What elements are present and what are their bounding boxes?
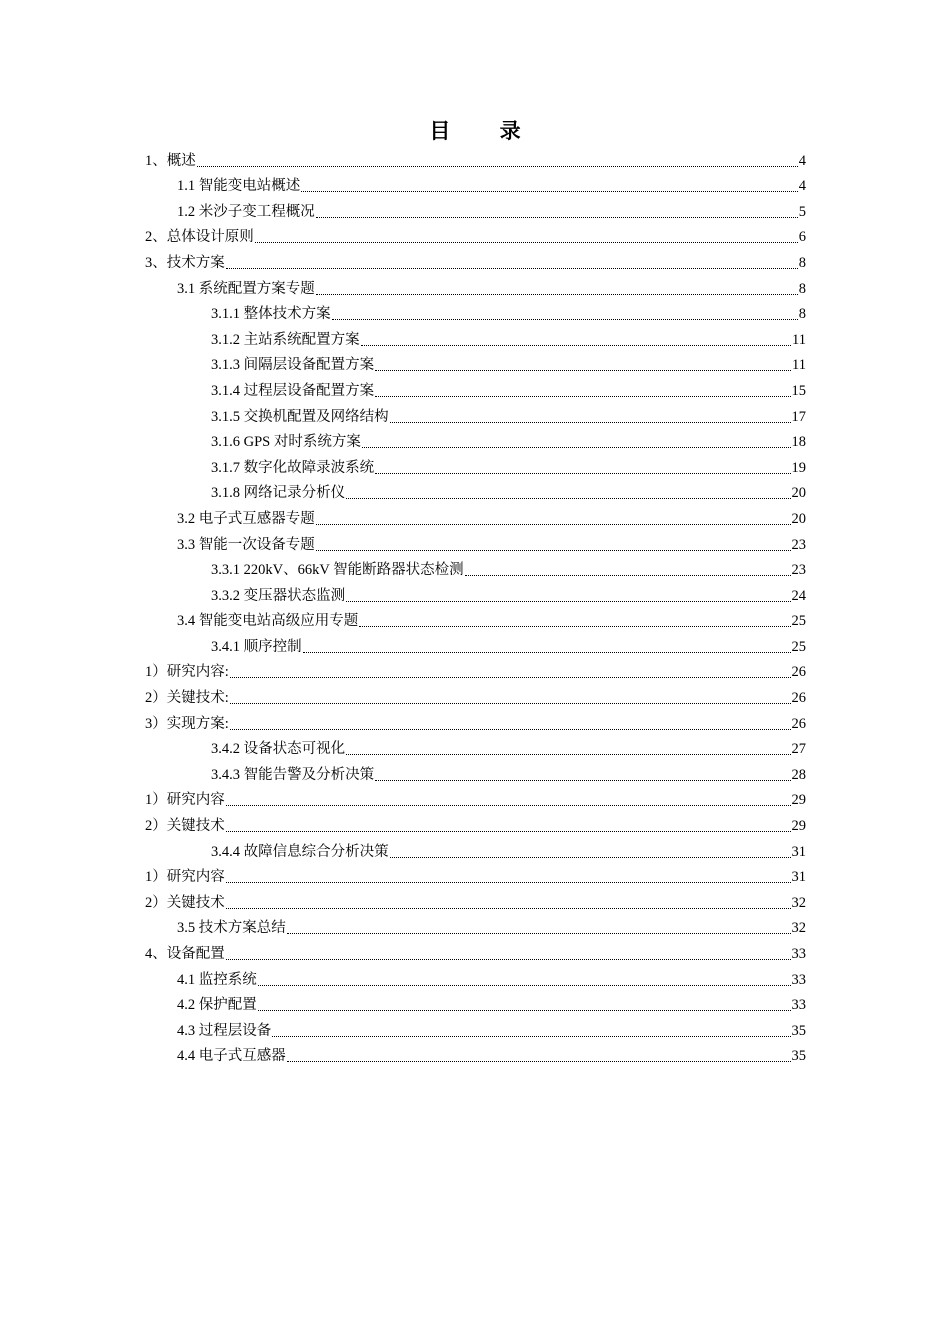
toc-entry-page-number: 20 bbox=[791, 510, 806, 527]
toc-entry[interactable] bbox=[177, 275, 806, 301]
dot-leader bbox=[272, 1022, 790, 1040]
toc-entry-title: 4.1 监控系统 bbox=[177, 971, 257, 988]
toc-entry-page-number: 26 bbox=[791, 715, 806, 732]
toc-entry-title: 3.1.5 交换机配置及网络结构 bbox=[211, 408, 389, 425]
toc-entry[interactable] bbox=[145, 249, 806, 275]
toc-entry-title: 3.1.1 整体技术方案 bbox=[211, 306, 331, 323]
toc-entry-page-number: 11 bbox=[792, 357, 806, 374]
toc-entry-title: 1）研究内容: bbox=[145, 664, 229, 681]
toc-entry-page-number: 17 bbox=[791, 408, 806, 425]
toc-entry[interactable] bbox=[177, 505, 806, 531]
toc-entry-page-number: 26 bbox=[791, 690, 806, 707]
toc-entry-page-number: 20 bbox=[791, 485, 806, 502]
toc-entry[interactable] bbox=[211, 429, 806, 455]
toc-entry-title: 1.1 智能变电站概述 bbox=[177, 178, 301, 195]
toc-entry[interactable] bbox=[145, 940, 806, 966]
toc-entry[interactable] bbox=[211, 352, 806, 378]
toc-entry[interactable] bbox=[211, 557, 806, 583]
toc-entry[interactable] bbox=[145, 812, 806, 838]
dot-leader bbox=[230, 663, 791, 681]
toc-entry-page-number: 25 bbox=[791, 613, 806, 630]
toc-entry-page-number: 33 bbox=[791, 946, 806, 962]
dot-leader bbox=[258, 996, 791, 1014]
dot-leader bbox=[346, 587, 790, 605]
toc-entry-page-number: 23 bbox=[791, 536, 806, 553]
toc-entry[interactable] bbox=[211, 633, 806, 659]
toc-entry-title: 4.4 电子式互感器 bbox=[177, 1048, 286, 1065]
toc-entry[interactable] bbox=[177, 966, 806, 992]
dot-leader bbox=[375, 766, 790, 784]
toc-entry-page-number: 8 bbox=[798, 280, 806, 297]
toc-entry-page-number: 8 bbox=[798, 306, 806, 323]
dot-leader bbox=[332, 305, 798, 323]
dot-leader bbox=[226, 791, 791, 809]
dot-leader bbox=[346, 740, 790, 758]
dot-leader bbox=[316, 536, 791, 554]
toc-entry-page-number: 11 bbox=[792, 331, 806, 348]
toc-entry-title: 3.1.4 过程层设备配置方案 bbox=[211, 382, 375, 399]
dot-leader bbox=[226, 868, 791, 886]
toc-entry-page-number: 29 bbox=[791, 792, 806, 809]
dot-leader bbox=[230, 715, 791, 733]
toc-entry-page-number: 5 bbox=[798, 203, 806, 220]
toc-entry[interactable] bbox=[177, 608, 806, 634]
toc-entry-page-number: 26 bbox=[791, 664, 806, 681]
toc-entry-page-number: 27 bbox=[791, 741, 806, 758]
toc-entry-page-number: 15 bbox=[791, 382, 806, 399]
toc-entry-page-number: 35 bbox=[791, 1022, 806, 1039]
dot-leader bbox=[361, 331, 791, 349]
toc-title: 目 录 bbox=[429, 119, 543, 143]
dot-leader bbox=[226, 817, 791, 835]
toc-entry-title: 3.4 智能变电站高级应用专题 bbox=[177, 613, 359, 630]
dot-leader bbox=[390, 843, 791, 861]
toc-entry[interactable] bbox=[177, 531, 806, 557]
toc-entry-page-number: 29 bbox=[791, 818, 806, 835]
toc-entry[interactable] bbox=[211, 377, 806, 403]
toc-entry-title: 1、概述 bbox=[145, 152, 196, 169]
dot-leader bbox=[197, 152, 798, 170]
toc-entry-page-number: 31 bbox=[791, 843, 806, 860]
toc-entry-page-number: 19 bbox=[791, 459, 806, 476]
toc-entry[interactable] bbox=[145, 787, 806, 813]
toc-entry-title: 3.4.1 顺序控制 bbox=[211, 638, 302, 655]
dot-leader bbox=[316, 510, 791, 528]
toc-entry-page-number: 4 bbox=[798, 152, 806, 169]
toc-entry-title: 3.3.2 变压器状态监测 bbox=[211, 587, 346, 604]
toc-entry-page-number: 23 bbox=[791, 562, 806, 579]
toc-entry[interactable] bbox=[145, 147, 806, 173]
dot-leader bbox=[287, 919, 791, 937]
toc-entry-title: 3.5 技术方案总结 bbox=[177, 920, 286, 937]
toc-entry-page-number: 32 bbox=[791, 894, 806, 911]
toc-entry[interactable] bbox=[177, 198, 806, 224]
toc-entry-page-number: 33 bbox=[791, 971, 806, 988]
toc-entry-title: 2）关键技术: bbox=[145, 690, 229, 707]
dot-leader bbox=[316, 203, 798, 221]
toc-entry-title: 3.3 智能一次设备专题 bbox=[177, 536, 315, 553]
toc-entry-title: 3.1.6 GPS 对时系统方案 bbox=[211, 434, 361, 451]
dot-leader bbox=[316, 280, 798, 298]
toc-entry-title: 1）研究内容 bbox=[145, 869, 225, 886]
dot-leader bbox=[303, 638, 791, 656]
toc-entry[interactable] bbox=[211, 480, 806, 506]
toc-entry-page-number: 8 bbox=[798, 254, 806, 271]
dot-leader bbox=[230, 689, 791, 707]
toc-entry-page-number: 4 bbox=[798, 178, 806, 195]
dot-leader bbox=[465, 561, 791, 579]
toc-entry-page-number: 31 bbox=[791, 869, 806, 886]
toc-entry-title: 3.1 系统配置方案专题 bbox=[177, 280, 315, 297]
toc-entry-title: 3.4.2 设备状态可视化 bbox=[211, 741, 346, 758]
toc-entry-title: 3.1.2 主站系统配置方案 bbox=[211, 331, 360, 348]
dot-leader bbox=[226, 945, 791, 963]
toc-entry-title: 3）实现方案: bbox=[145, 715, 229, 732]
toc-entry[interactable] bbox=[211, 736, 806, 762]
toc-entry-title: 3.1.7 数字化故障录波系统 bbox=[211, 459, 375, 476]
toc-entry[interactable] bbox=[145, 710, 806, 736]
toc-entry-title: 3、技术方案 bbox=[145, 254, 225, 271]
dot-leader bbox=[375, 382, 790, 400]
dot-leader bbox=[287, 1047, 791, 1065]
toc-list bbox=[0, 147, 950, 1068]
toc-entry[interactable] bbox=[145, 684, 806, 710]
toc-entry-title: 3.3.1 220kV、66kV 智能断路器状态检测 bbox=[211, 562, 464, 579]
toc-entry-title: 1.2 米沙子变工程概况 bbox=[177, 203, 315, 220]
dot-leader bbox=[346, 484, 790, 502]
toc-entry[interactable] bbox=[211, 838, 806, 864]
dot-leader bbox=[301, 177, 798, 195]
toc-entry-page-number: 18 bbox=[791, 434, 806, 451]
dot-leader bbox=[375, 459, 790, 477]
toc-entry[interactable] bbox=[211, 761, 806, 787]
dot-leader bbox=[359, 612, 790, 630]
toc-entry[interactable] bbox=[211, 454, 806, 480]
dot-leader bbox=[255, 228, 798, 246]
toc-entry-title: 2）关键技术 bbox=[145, 818, 225, 835]
toc-entry[interactable] bbox=[211, 582, 806, 608]
dot-leader bbox=[226, 254, 798, 272]
toc-entry[interactable] bbox=[177, 992, 806, 1018]
toc-entry[interactable] bbox=[145, 864, 806, 890]
toc-entry-title: 2、总体设计原则 bbox=[145, 229, 254, 246]
toc-entry[interactable] bbox=[211, 326, 806, 352]
toc-entry[interactable] bbox=[145, 659, 806, 685]
toc-entry-title: 4.2 保护配置 bbox=[177, 997, 257, 1014]
toc-entry-page-number: 28 bbox=[791, 766, 806, 783]
toc-entry[interactable] bbox=[177, 1043, 806, 1069]
toc-entry[interactable] bbox=[177, 173, 806, 199]
toc-entry-page-number: 33 bbox=[791, 997, 806, 1014]
toc-entry-page-number: 32 bbox=[791, 920, 806, 937]
toc-entry[interactable] bbox=[145, 224, 806, 250]
toc-entry-title: 2）关键技术 bbox=[145, 894, 225, 911]
toc-entry[interactable] bbox=[177, 1017, 806, 1043]
toc-entry[interactable] bbox=[211, 403, 806, 429]
dot-leader bbox=[362, 433, 791, 451]
toc-entry-page-number: 6 bbox=[798, 229, 806, 246]
toc-entry[interactable] bbox=[211, 301, 806, 327]
toc-entry[interactable] bbox=[145, 889, 806, 915]
toc-entry-page-number: 25 bbox=[791, 638, 806, 655]
toc-entry-title: 3.4.4 故障信息综合分析决策 bbox=[211, 843, 389, 860]
dot-leader bbox=[375, 356, 791, 374]
toc-entry-page-number: 35 bbox=[791, 1048, 806, 1065]
dot-leader bbox=[390, 408, 791, 426]
toc-entry-title: 1）研究内容 bbox=[145, 792, 225, 809]
toc-entry-title: 3.4.3 智能告警及分析决策 bbox=[211, 766, 375, 783]
dot-leader bbox=[226, 894, 791, 912]
dot-leader bbox=[258, 971, 791, 989]
toc-entry-title: 3.1.3 间隔层设备配置方案 bbox=[211, 357, 375, 374]
toc-entry-title: 3.2 电子式互感器专题 bbox=[177, 510, 315, 527]
toc-entry-title: 4.3 过程层设备 bbox=[177, 1022, 272, 1039]
toc-entry[interactable] bbox=[177, 915, 806, 941]
toc-entry-title: 3.1.8 网络记录分析仪 bbox=[211, 485, 346, 502]
toc-entry-title: 4、设备配置 bbox=[145, 946, 225, 962]
toc-entry-page-number: 24 bbox=[791, 587, 806, 604]
